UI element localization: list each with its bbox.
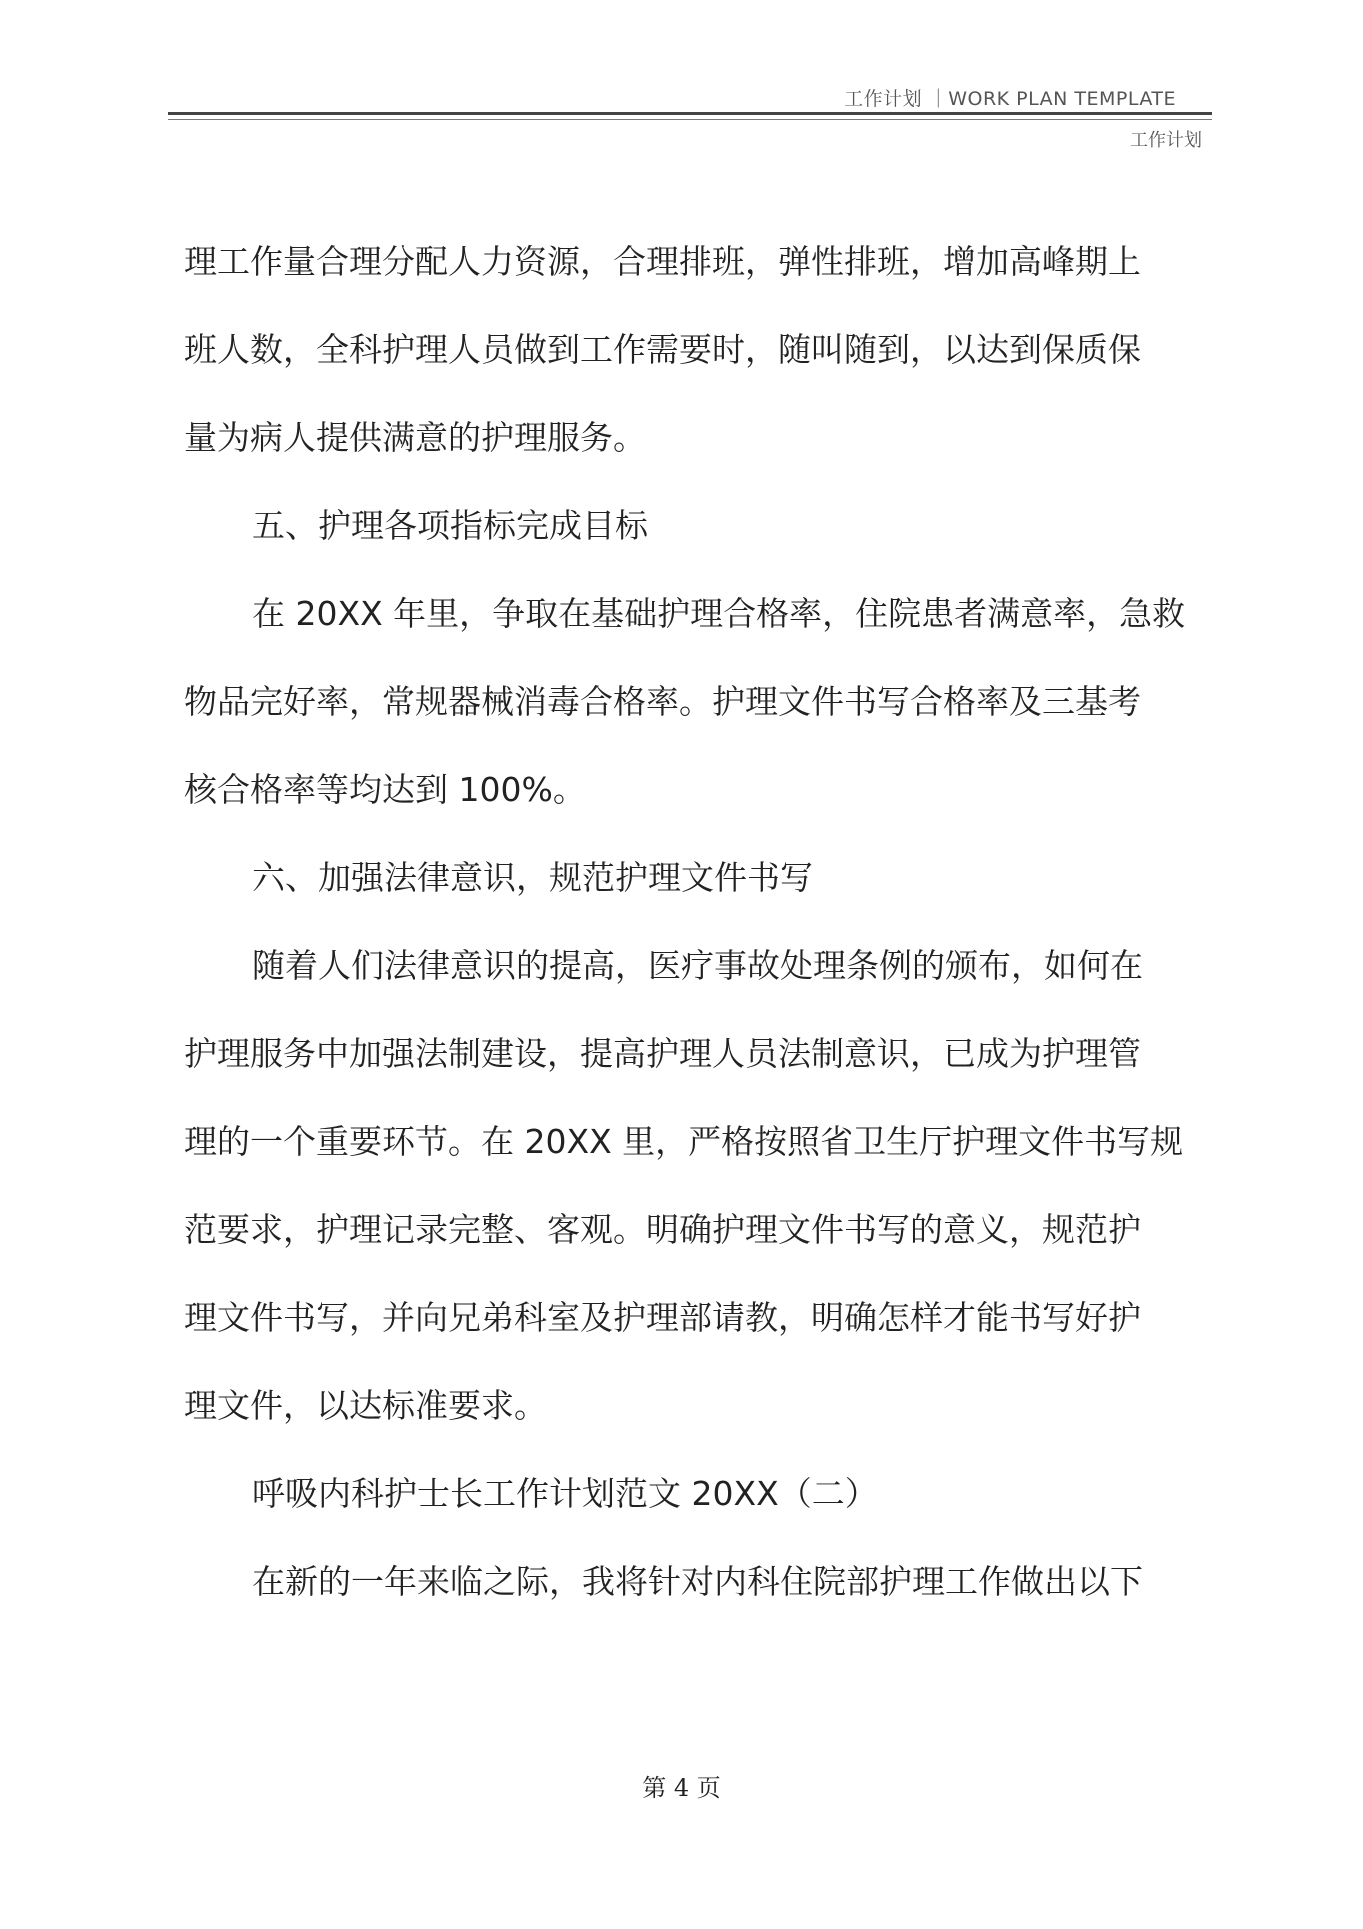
page-number: 第 4 页 [642, 1774, 721, 1802]
body-line: 在 20XX 年里，争取在基础护理合格率，住院患者满意率，急救 [252, 594, 1186, 633]
body-line: 范要求，护理记录完整、客观。明确护理文件书写的意义，规范护 [184, 1210, 1141, 1249]
body-line: 核合格率等均达到 100%。 [184, 770, 586, 809]
body-line: 随着人们法律意识的提高，医疗事故处理条例的颁布，如何在 [252, 946, 1143, 985]
body-line: 护理服务中加强法制建设，提高护理人员法制意识，已成为护理管 [184, 1034, 1141, 1073]
body-line: 理的一个重要环节。在 20XX 里，严格按照省卫生厅护理文件书写规 [184, 1122, 1184, 1161]
body-line: 理工作量合理分配人力资源，合理排班，弹性排班，增加高峰期上 [184, 242, 1141, 281]
body-line: 物品完好率，常规器械消毒合格率。护理文件书写合格率及三基考 [184, 682, 1141, 721]
body-line: 在新的一年来临之际，我将针对内科住院部护理工作做出以下 [252, 1562, 1143, 1601]
body-line: 量为病人提供满意的护理服务。 [184, 418, 646, 457]
body-line: 理文件，以达标准要求。 [184, 1386, 547, 1425]
header-subtitle: 工作计划 [1130, 130, 1202, 151]
header-rule-thin [168, 119, 1212, 120]
header-rule-thick [168, 112, 1212, 115]
body-line: 理文件书写，并向兄弟科室及护理部请教，明确怎样才能书写好护 [184, 1298, 1141, 1337]
section-heading: 六、加强法律意识，规范护理文件书写 [252, 858, 813, 897]
section-heading: 呼吸内科护士长工作计划范文 20XX（二） [252, 1474, 878, 1513]
section-heading: 五、护理各项指标完成目标 [252, 506, 648, 545]
document-body [184, 218, 1194, 1626]
header-title: 工作计划 ｜WORK PLAN TEMPLATE [844, 88, 1176, 110]
body-line: 班人数，全科护理人员做到工作需要时，随叫随到，以达到保质保 [184, 330, 1141, 369]
